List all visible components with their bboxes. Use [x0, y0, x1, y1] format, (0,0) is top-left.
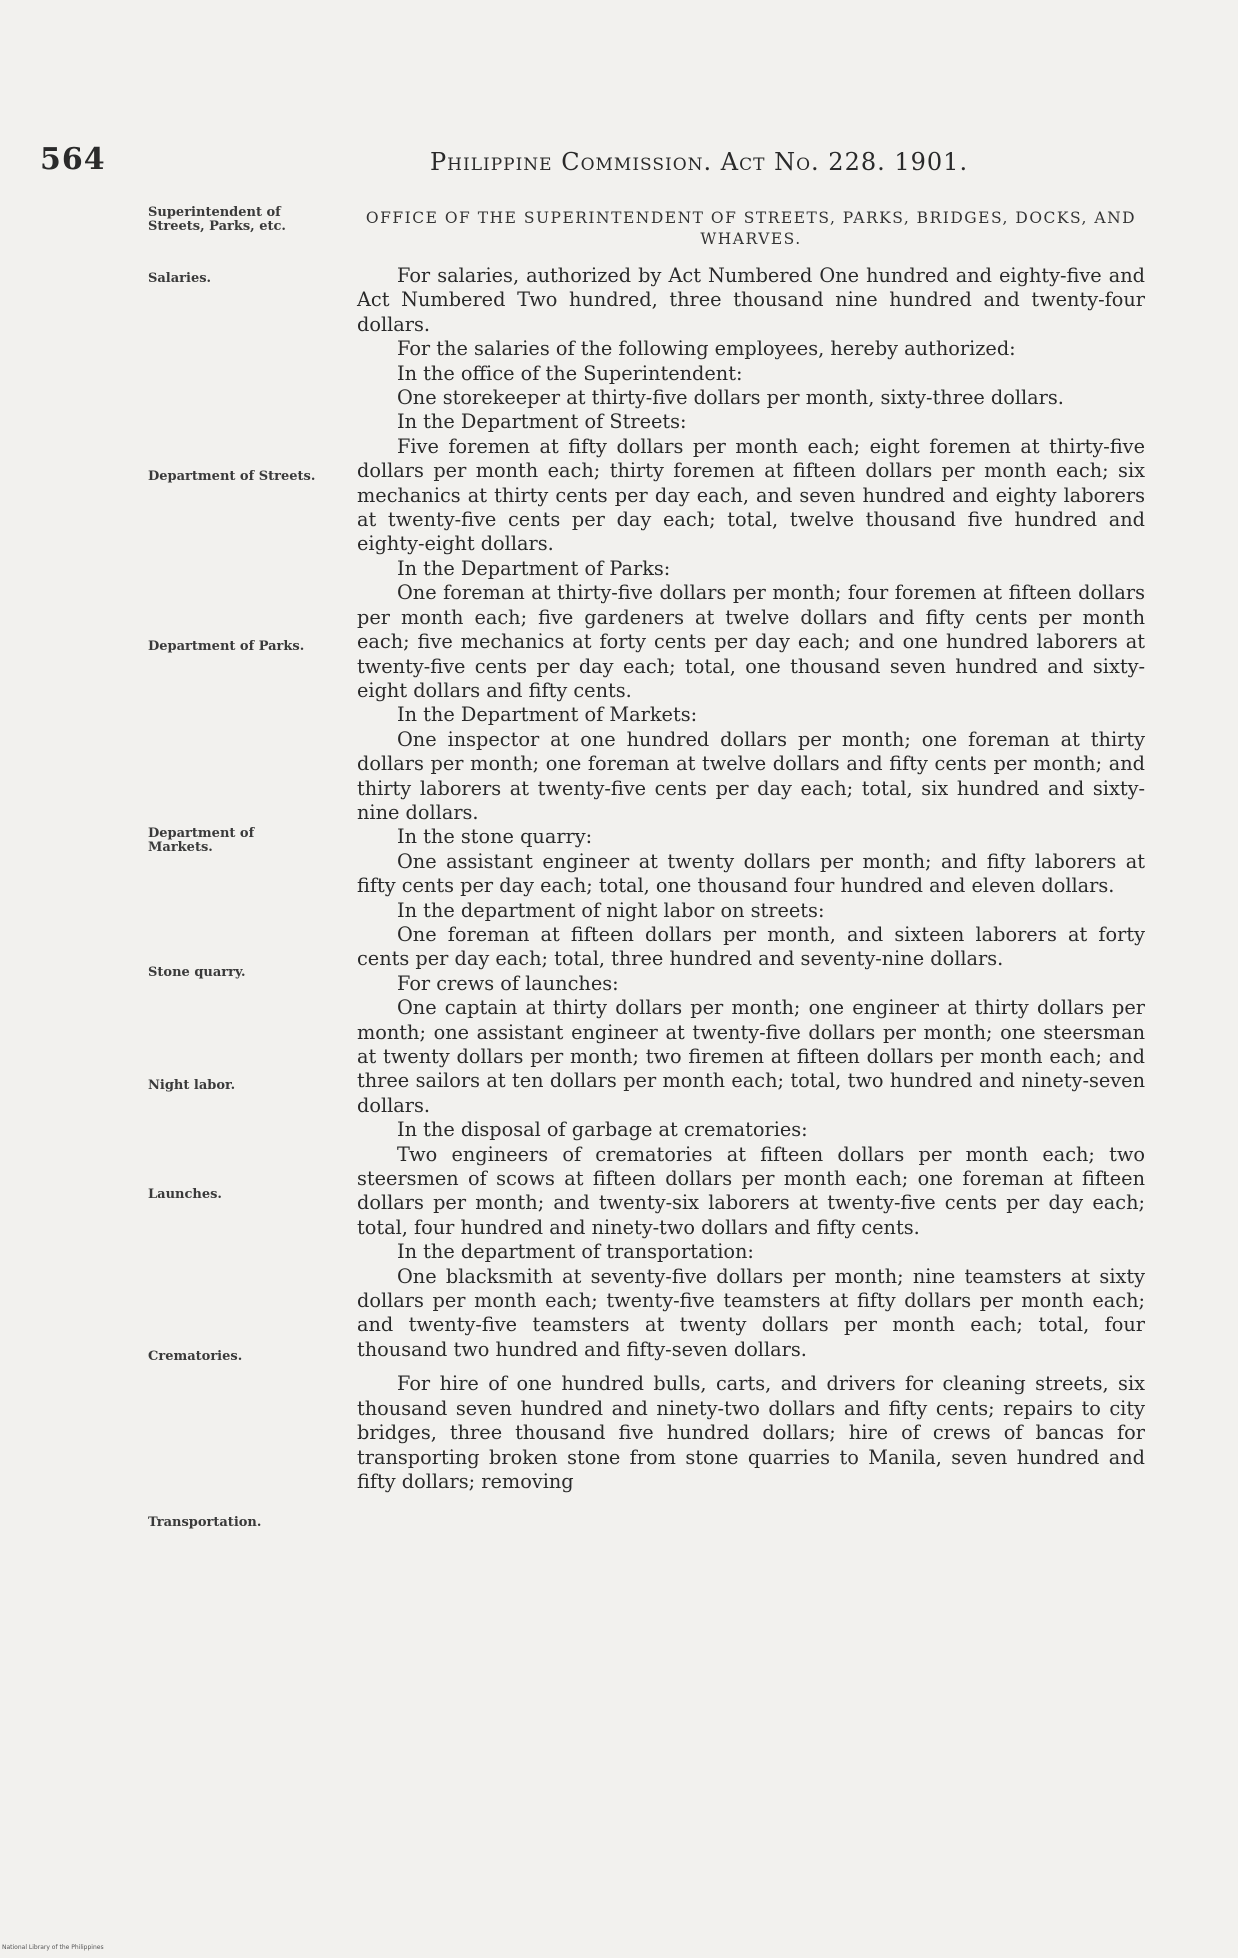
footer-stamp: National Library of the Philippines	[2, 1944, 104, 1951]
paragraph: Two engineers of crematories at fifteen dollars per month each; two steersmen of scows at fifteen dollars per month each; one foreman at fifteen dollars per month; and twenty-six laborers at twenty-five cents per day each; total, four hundred and ninety-two dollars and fifty cents.	[357, 1142, 1145, 1239]
sidenote-crematories: Crematories.	[148, 1349, 243, 1364]
paragraph: In the office of the Superintendent:	[397, 361, 743, 385]
paragraph: One captain at thirty dollars per month; one engineer at thirty dollars per month; one assistant engineer at twenty-five dollars per month; one steersman at twenty dollars per month; two firemen at fifteen dollars per month each; and three sailors at ten dollars per month each; total, two hundred and ninety-seven dollars.	[357, 996, 1145, 1117]
paragraph: One foreman at fifteen dollars per month, and sixteen laborers at forty cents per day each; total, three hundred and seventy-nine dollars.	[357, 922, 1145, 971]
paragraph: In the stone quarry:	[397, 825, 593, 849]
paragraph: In the Department of Markets:	[397, 703, 698, 727]
sidenote-salaries: Salaries.	[148, 271, 212, 286]
paragraph: For hire of one hundred bulls, carts, and drivers for cleaning streets, six thousand seven hundred and ninety-two dollars and fifty cents; repairs to city bridges, three thousand five hundred dollars; hire of crews of bancas for transporting broken stone from stone quarries to Manila, seven hundred and fifty dollars; removing	[357, 1372, 1145, 1493]
sidenote-dept-parks: Department of Parks.	[148, 639, 305, 654]
paragraph: In the Department of Streets:	[397, 410, 687, 434]
paragraph: In the disposal of garbage at crematories:	[397, 1118, 808, 1142]
paragraph: One assistant engineer at twenty dollars per month; and fifty laborers at fifty cents per day each; total, one thousand four hundred and eleven dollars.	[357, 849, 1145, 898]
page-number: 564	[40, 142, 106, 177]
sidenote-stone-quarry: Stone quarry.	[148, 965, 246, 980]
paragraph: For the salaries of the following employees, hereby authorized:	[397, 337, 1016, 361]
sidenote-dept-markets: Department of Markets.	[148, 826, 255, 855]
paragraph: One storekeeper at thirty-five dollars per month, sixty-three dollars.	[397, 386, 1064, 410]
paragraph: For salaries, authorized by Act Numbered One hundred and eighty-five and Act Numbered Two hundred, three thousand nine hundred and twenty-four dollars.	[357, 264, 1145, 336]
sidenote-dept-streets: Department of Streets.	[148, 469, 316, 484]
office-heading: OFFICE OF THE SUPERINTENDENT OF STREETS, PARKS, BRIDGES, DOCKS, AND WHARVES.	[365, 209, 1137, 248]
sidenote-night-labor: Night labor.	[148, 1078, 236, 1093]
paragraph: One blacksmith at seventy-five dollars per month; nine teamsters at sixty dollars per month each; twenty-five teamsters at fifty dollars per month each; and twenty-five teamsters at twenty dollars per month each; total, four thousand two hundred and fifty-seven dollars.	[357, 1264, 1145, 1361]
page-body	[357, 208, 1145, 1494]
sidenote-transportation: Transportation.	[148, 1515, 262, 1530]
paragraph: In the department of transportation:	[397, 1240, 754, 1264]
paragraph: Five foremen at fifty dollars per month each; eight foremen at thirty-five dollars per month each; thirty foremen at fifteen dollars per month each; six mechanics at thirty cents per day each, and seven hundred and eighty laborers at twenty-five cents per day each; total, twelve thousand five hundred and eighty-eight dollars.	[357, 434, 1145, 556]
paragraph: One inspector at one hundred dollars per month; one foreman at thirty dollars per month; one foreman at twelve dollars and fifty cents per month; and thirty laborers at twenty-five cents per day each; total, six hundred and sixty-nine dollars.	[357, 727, 1145, 824]
paragraph: For crews of launches:	[397, 971, 619, 995]
running-head: Philippine Commission. Act No. 228. 1901.	[430, 148, 969, 176]
paragraph: In the department of night labor on streets:	[397, 898, 825, 922]
paragraph: One foreman at thirty-five dollars per month; four foremen at fifteen dollars per month each; five gardeners at twelve dollars and fifty cents per month each; five mechanics at forty cents per day each; and one hundred laborers at twenty-five cents per day each; total, one thousand seven hundred and sixty-eight dollars and fifty cents.	[357, 581, 1145, 702]
sidenote-launches: Launches.	[148, 1187, 222, 1202]
sidenote-superintendent: Superintendent of Streets, Parks, etc.	[148, 205, 286, 234]
paragraph: In the Department of Parks:	[397, 556, 671, 580]
